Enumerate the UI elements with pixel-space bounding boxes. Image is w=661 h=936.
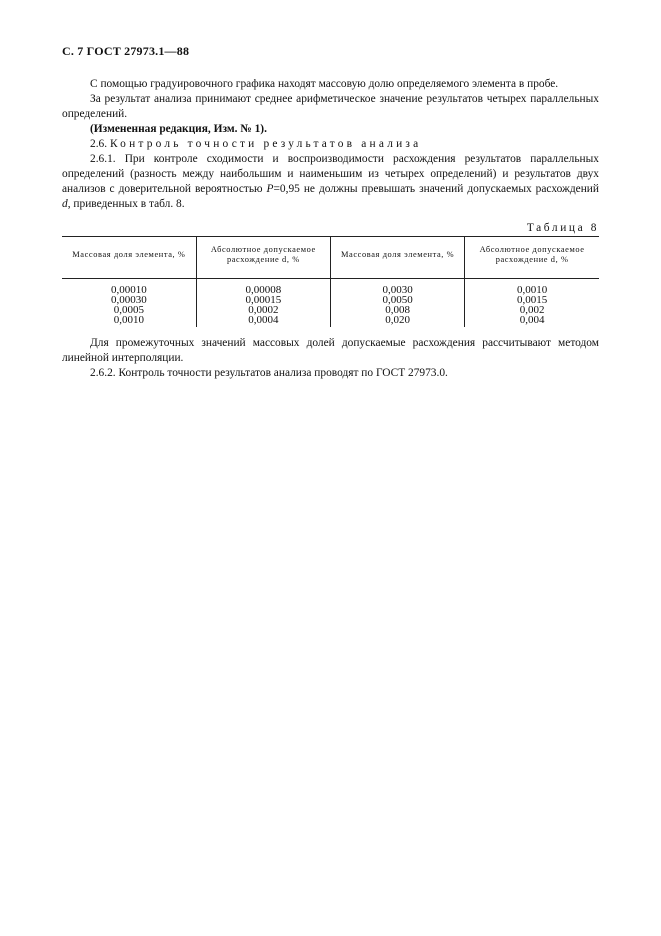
header-tolerance-1: Абсолютное допускаемое расхождение d, % — [196, 237, 330, 279]
table-cell: 0,0030 — [331, 279, 465, 296]
table-row — [62, 315, 599, 327]
paragraph-accuracy-control: 2.6.2. Контроль точности результатов анализа проводят по ГОСТ 27973.0. — [90, 367, 448, 379]
table-row — [62, 279, 599, 296]
paragraph-graph: С помощью градуировочного графика находят массовую долю определяемого элемента в пробе. — [90, 78, 559, 90]
paragraph-interpolation: Для промежуточных значений массовых долей допускаемые расхождения рассчитывают методом линейной интерполяции. — [62, 337, 599, 364]
table-cell: 0,008 — [331, 305, 465, 315]
table-cell: 0,0010 — [113, 314, 144, 326]
table-cell: 0,004 — [465, 315, 599, 327]
table-cell: 0,0015 — [465, 295, 599, 305]
table-cell: 0,002 — [465, 305, 599, 315]
symbol-p: P — [266, 183, 274, 195]
table-cell: 0,0005 — [113, 304, 144, 316]
table-cell: 0,00030 — [111, 294, 147, 306]
header-tolerance-2: Абсолютное допускаемое расхождение d, % — [465, 237, 599, 279]
paragraph-amendment: (Измененная редакция, Изм. № 1). — [90, 123, 267, 135]
page-header: С. 7 ГОСТ 27973.1—88 — [62, 44, 190, 58]
section-title: Контроль точности результатов анализа — [109, 138, 422, 150]
table-header-row — [62, 237, 599, 279]
section-number: 2.6. — [90, 138, 108, 150]
section-heading — [62, 137, 599, 152]
tolerance-table — [62, 236, 599, 327]
table-cell: 0,00015 — [196, 295, 330, 305]
paragraph-control-part2: =0,95 не должны превышать значений допускаемых расхождений — [273, 183, 599, 195]
paragraph-result: За результат анализа принимают среднее арифметическое значение результатов четырех параллельных определений. — [62, 93, 599, 120]
table-cell: 0,00008 — [196, 279, 330, 296]
paragraph-control-part1: 2.6.1. При контроле сходимости и воспроизводимости расхождения результатов параллельных определений (разность между наибольшим и наименьшим из четырех определений) и результатов двух анализов с доверительной вероятностью — [62, 153, 599, 195]
header-mass-fraction-2: Массовая доля элемента, % — [331, 237, 465, 279]
table-cell: 0,020 — [331, 315, 465, 327]
after-table-text — [62, 336, 599, 381]
table-cell: 0,0002 — [196, 305, 330, 315]
header-mass-fraction-1: Массовая доля элемента, % — [62, 237, 196, 279]
table-cell: 0,00010 — [111, 284, 147, 296]
table-cell: 0,0010 — [465, 279, 599, 296]
body-text — [62, 77, 599, 212]
paragraph-control — [62, 152, 599, 212]
table-cell: 0,0050 — [331, 295, 465, 305]
table-label: Таблица 8 — [526, 222, 599, 234]
paragraph-control-part3: , приведенных в табл. 8. — [67, 198, 185, 210]
symbol-d: d — [62, 198, 68, 210]
table-cell: 0,0004 — [196, 315, 330, 327]
